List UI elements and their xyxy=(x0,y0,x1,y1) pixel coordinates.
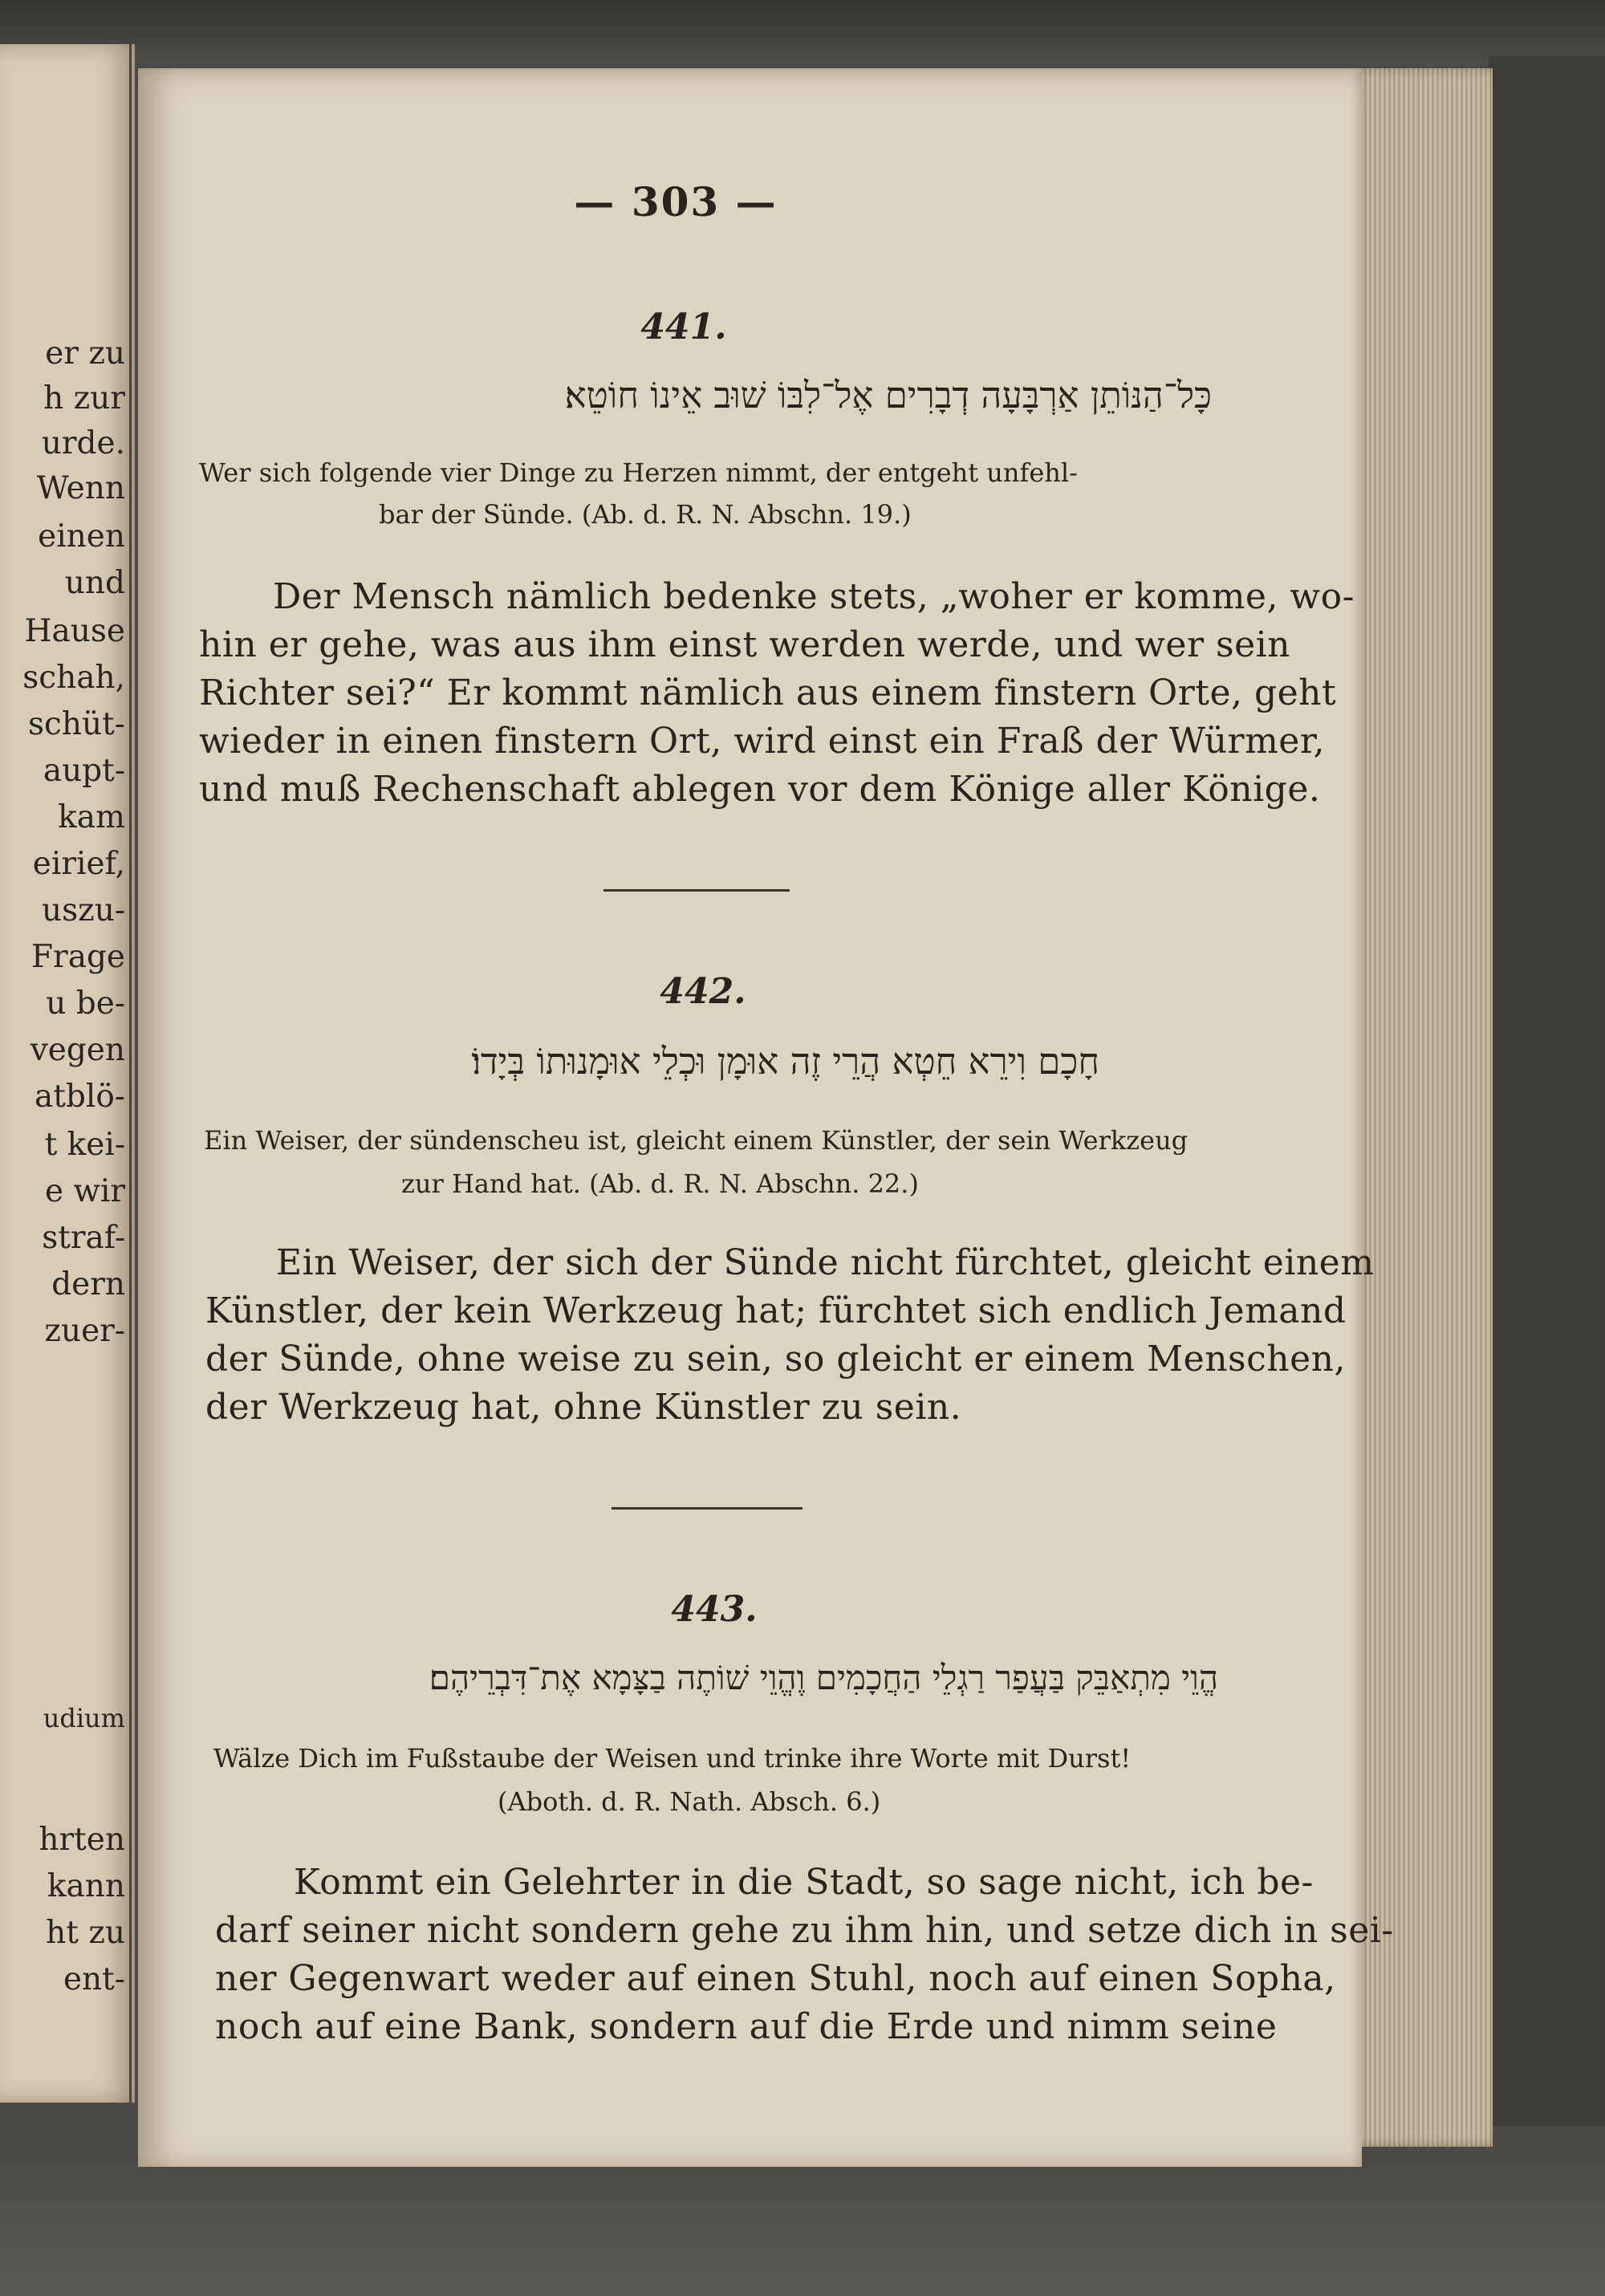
left-fragment: zuer- xyxy=(44,1313,125,1349)
section-divider xyxy=(612,1507,802,1510)
body-line: Der Mensch nämlich bedenke stets, „woher er komme, wo- xyxy=(273,576,1355,617)
book-backdrop-bottom xyxy=(0,2167,1605,2296)
page-edges xyxy=(1352,68,1493,2147)
section-motto: (Aboth. d. R. Nath. Absch. 6.) xyxy=(498,1786,881,1817)
left-fragment: urde. xyxy=(41,425,125,461)
left-fragment: e wir xyxy=(45,1173,125,1209)
section-motto: zur Hand hat. (Ab. d. R. N. Abschn. 22.) xyxy=(401,1168,919,1199)
hebrew-verse: כָּל־הַנּוֹתֵן אַרְבָּעָה דְבָרִים אֶל־לִבּוֹ שׁוּב אֵינוֹ חוֹטֵא׃ xyxy=(564,374,1212,417)
body-line: und muß Rechenschaft ablegen vor dem Könige aller Könige. xyxy=(199,769,1321,810)
book-cover xyxy=(1489,56,1605,2127)
page-number: — 303 — xyxy=(574,178,778,226)
book-backdrop xyxy=(0,0,1605,64)
gutter-line xyxy=(129,44,132,2103)
left-fragment: einen xyxy=(38,518,125,555)
body-line: Richter sei?“ Er kommt nämlich aus einem finstern Orte, geht xyxy=(199,673,1337,713)
body-line: darf seiner nicht sondern gehe zu ihm hin, und setze dich in sei- xyxy=(215,1910,1394,1951)
left-fragment: schah, xyxy=(22,660,125,696)
left-fragment: h zur xyxy=(43,380,125,417)
section-motto: Wer sich folgende vier Dinge zu Herzen nimmt, der entgeht unfehl- xyxy=(199,457,1078,488)
section-motto: bar der Sünde. (Ab. d. R. N. Abschn. 19.) xyxy=(379,499,912,530)
left-fragment: kam xyxy=(58,799,125,835)
section-divider xyxy=(603,889,790,892)
section-number: 441. xyxy=(640,307,727,347)
left-fragment: Wenn xyxy=(36,470,125,506)
left-fragment: eirief, xyxy=(32,846,125,882)
left-fragment: uszu- xyxy=(42,892,125,929)
left-fragment: aupt- xyxy=(43,753,125,789)
left-fragment: Frage xyxy=(31,939,125,975)
left-fragment: er zu xyxy=(45,335,125,372)
left-fragment: straf- xyxy=(42,1220,125,1256)
body-line: ner Gegenwart weder auf einen Stuhl, noch auf einen Sopha, xyxy=(215,1958,1336,1999)
section-number: 442. xyxy=(660,971,746,1012)
body-line: Künstler, der kein Werkzeug hat; fürchtet sich endlich Jemand xyxy=(205,1290,1347,1331)
left-fragment: ent- xyxy=(63,1961,125,1997)
section-motto: Wälze Dich im Fußstaube der Weisen und trinke ihre Worte mit Durst! xyxy=(213,1743,1132,1774)
left-fragment: Hause xyxy=(24,613,125,649)
body-line: der Sünde, ohne weise zu sein, so gleicht er einem Menschen, xyxy=(205,1339,1346,1380)
left-fragment: t kei- xyxy=(44,1127,125,1163)
body-line: Kommt ein Gelehrter in die Stadt, so sage nicht, ich be- xyxy=(294,1862,1314,1903)
hebrew-verse: חָכָם וִירֵא חֵטְא הֲרֵי זֶה אוּמָן וּכְלֵי אוּמָנוּתוֹ בְּיָדוֹ׃ xyxy=(471,1040,1099,1083)
left-fragment: hrten xyxy=(39,1822,125,1858)
body-line: noch auf eine Bank, sondern auf die Erde und nimm seine xyxy=(215,2006,1278,2047)
body-line: wieder in einen finstern Ort, wird einst ein Fraß der Würmer, xyxy=(199,721,1326,762)
section-motto: Ein Weiser, der sündenscheu ist, gleicht einem Künstler, der sein Werkzeug xyxy=(204,1125,1189,1156)
left-fragment: kann xyxy=(47,1868,125,1904)
left-page xyxy=(0,44,135,2103)
left-fragment: dern xyxy=(51,1266,125,1302)
hebrew-verse: הֱוֵי מִתְאַבֵּק בַּעֲפַר רַגְלֵי הַחֲכָמִים וֶהֱוֵי שׁוֹתֶה בַצָּמָא אֶת־דִּבְרֵיהֶם׃ xyxy=(429,1658,1218,1697)
body-line: der Werkzeug hat, ohne Künstler zu sein. xyxy=(205,1387,962,1428)
left-fragment: und xyxy=(64,565,125,601)
body-line: Ein Weiser, der sich der Sünde nicht fürchtet, gleicht einem xyxy=(276,1242,1375,1283)
left-fragment: ht zu xyxy=(46,1915,125,1951)
left-fragment: u be- xyxy=(46,985,125,1022)
body-line: hin er gehe, was aus ihm einst werden werde, und wer sein xyxy=(199,624,1291,665)
left-fragment: udium xyxy=(43,1703,125,1733)
left-fragment: atblö- xyxy=(34,1079,125,1115)
section-number: 443. xyxy=(671,1589,758,1630)
left-fragment: vegen xyxy=(30,1032,125,1068)
left-fragment: schüt- xyxy=(28,706,125,742)
